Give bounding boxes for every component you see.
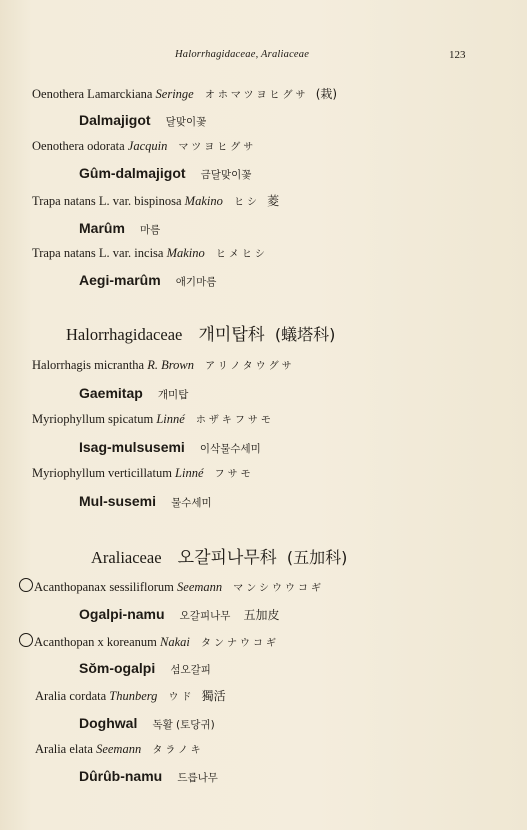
japanese-name: タンナウコギ [201,638,279,649]
korean-entry [79,110,206,129]
korean-entry [79,218,160,237]
japanese-name: アリノタウグサ [205,361,295,372]
family-korean-name: 개미탑科 [198,325,265,345]
scientific-name: Oenothera Lamarckiana [32,87,153,101]
scientific-name: Aralia elata [35,742,93,756]
romanized-name: Aegi-marûm [79,272,161,288]
species-entry [19,578,324,595]
author-name: Nakai [160,635,190,649]
species-entry [19,633,279,650]
korean-entry [79,604,279,623]
scientific-name: Trapa natans L. var. incisa [32,246,164,260]
author-name: Makino [184,194,223,208]
family-korean-name: 오갈피나무科 [177,548,277,568]
author-name: Linné [175,466,204,480]
japanese-name: タラノキ [152,745,204,756]
scientific-name: Myriophyllum spicatum [32,412,154,426]
scientific-name: Myriophyllum verticillatum [32,466,172,480]
hangul-name: 독활 (토당귀) [152,719,215,731]
romanized-name: Mul-susemi [79,493,157,509]
hangul-name: 물수세미 [171,497,212,509]
scientific-name: Acanthopan x koreanum [34,635,157,649]
kanji-name: 獨活 [201,689,226,703]
japanese-name: フサモ [214,469,254,480]
family-latin-name: Araliaceae [91,548,162,567]
hangul-name: 마름 [140,224,161,236]
hangul-name: 이삭물수세미 [199,443,261,455]
korean-entry [79,437,261,456]
hangul-name: 개미탑 [157,389,189,401]
family-kanji-name: (五加科) [286,548,348,567]
kanji-name: 五加皮 [243,608,280,622]
romanized-name: Ogalpi-namu [79,606,165,622]
japanese-name: オホマツヨヒグサ [204,90,309,101]
korean-entry [79,270,216,289]
korean-entry [79,713,215,732]
hangul-name: 애기마름 [175,276,217,288]
japanese-name: ウド [168,692,195,703]
hangul-name: 금달맞이꽃 [200,169,252,181]
korean-entry [79,766,218,785]
romanized-name: Gaemitap [79,385,143,401]
scientific-name: Oenothera odorata [32,139,125,153]
romanized-name: Gûm-dalmajigot [79,165,186,181]
korean-entry [79,658,211,677]
family-latin-name: Halorrhagidaceae [66,325,183,344]
cultivation-note: (栽) [315,87,338,101]
running-title: Halorrhagidaceae, Araliaceae [175,49,310,60]
author-name: Makino [166,246,205,260]
japanese-name: ホザキフサモ [195,415,274,426]
author-name: Seemann [96,742,142,756]
species-entry [32,138,256,154]
korean-entry [79,383,188,402]
family-heading [91,543,347,568]
family-kanji-name: (蟻塔科) [274,325,336,344]
circle-mark-icon [19,578,33,592]
scientific-name: Halorrhagis micrantha [32,358,145,372]
romanized-name: Isag-mulsusemi [79,439,185,455]
romanized-name: Dûrûb-namu [79,768,163,784]
japanese-name: ヒシ [233,197,260,208]
species-entry [32,85,337,102]
author-name: Seringe [155,87,194,101]
romanized-name: Marûm [79,220,125,236]
circle-mark-icon [19,633,33,647]
korean-entry [79,163,251,182]
hangul-name: 섬오갈피 [170,664,211,676]
family-heading [66,320,335,345]
hangul-name: 오갈피나무 [179,610,231,622]
species-entry [35,741,204,757]
romanized-name: Sŏm-ogalpi [79,660,156,676]
korean-entry [79,491,212,510]
scientific-name: Trapa natans L. var. bispinosa [32,194,182,208]
author-name: Seemann [177,580,223,594]
author-name: R. Brown [147,358,194,372]
romanized-name: Dalmajigot [79,112,151,128]
page-number: 123 [449,49,466,61]
running-header [0,49,527,63]
japanese-name: マンシウウコギ [233,583,325,594]
species-entry [32,192,279,209]
scientific-name: Acanthopanax sessiliflorum [34,580,174,594]
romanized-name: Doghwal [79,715,138,731]
kanji-name: 菱 [267,194,280,208]
species-entry [32,245,268,261]
scientific-name: Aralia cordata [35,689,107,703]
japanese-name: ヒメヒシ [215,249,268,260]
author-name: Thunberg [109,689,158,703]
species-entry [32,411,274,427]
japanese-name: マツヨヒグサ [178,142,257,153]
author-name: Linné [156,412,185,426]
species-entry [32,357,295,373]
species-entry [32,465,254,481]
species-entry [35,687,226,704]
hangul-name: 드릅나무 [177,772,218,784]
hangul-name: 달맞이꽃 [165,116,207,128]
author-name: Jacquin [127,139,168,153]
